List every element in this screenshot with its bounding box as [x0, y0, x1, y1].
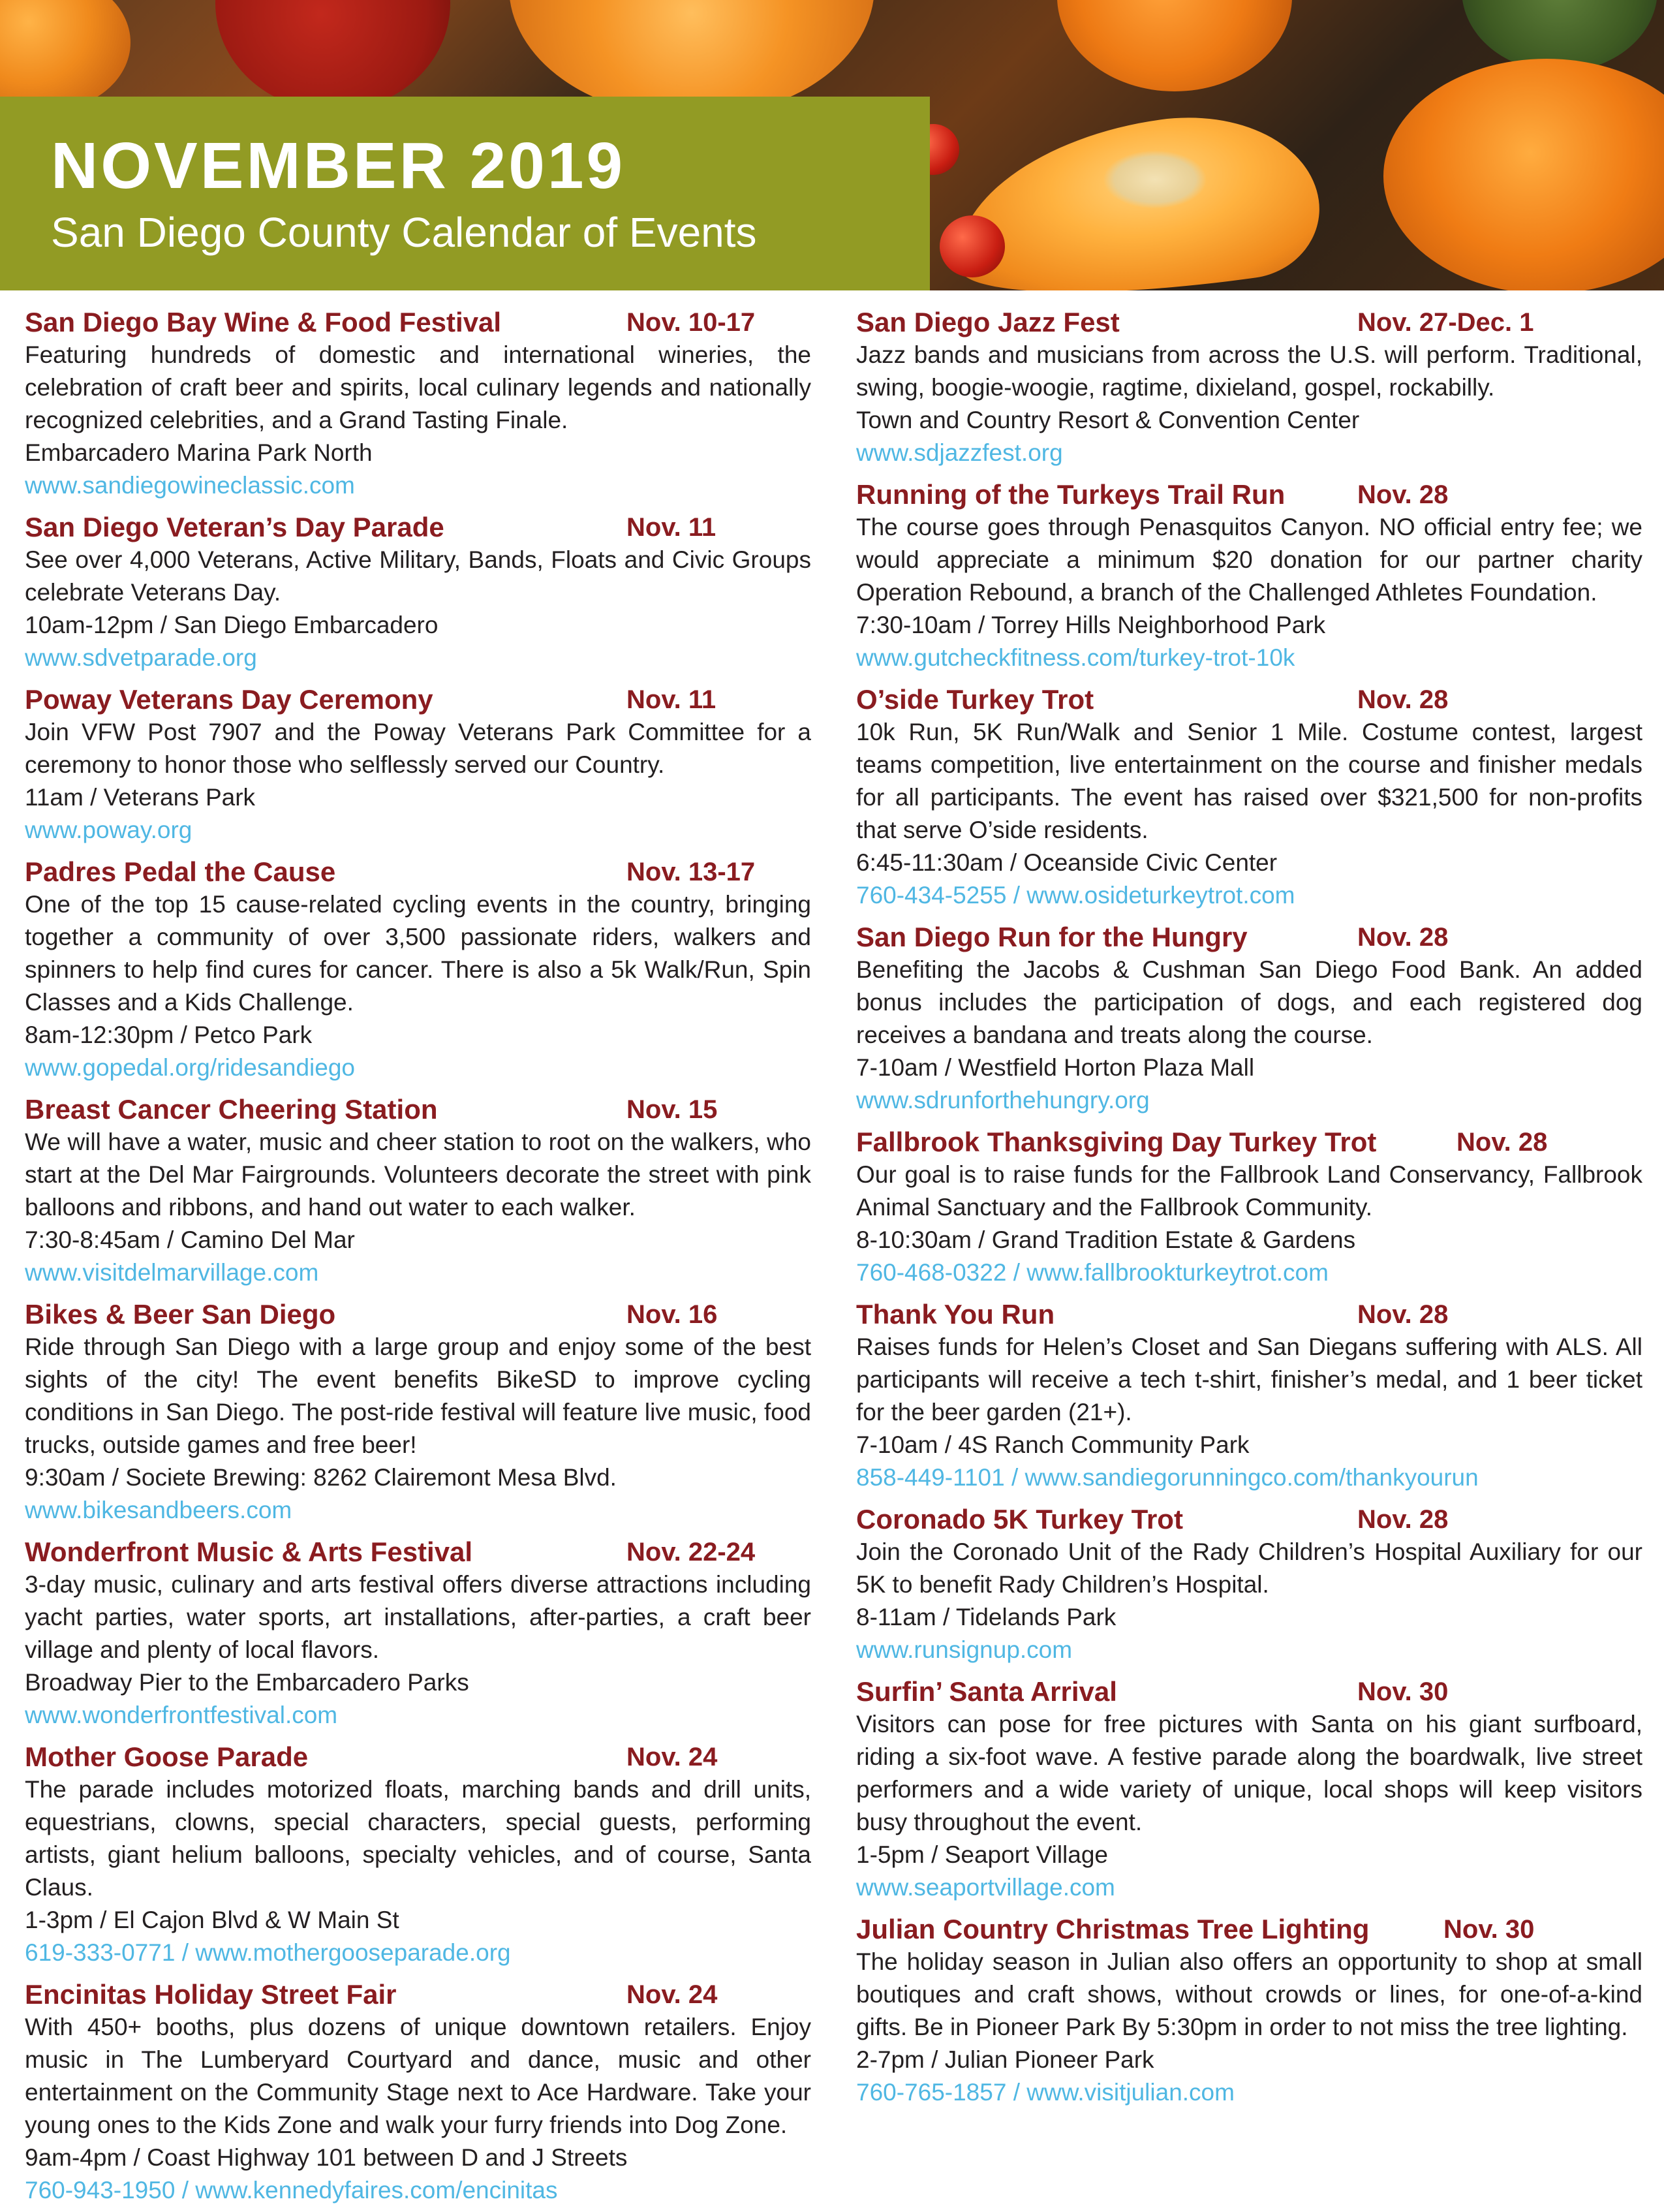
event-description: Ride through San Diego with a large group and enjoy some of the best sights of the city! The event benefits BikeSD to improve cycling conditions in San Diego. The post-ride festival will feature live music, food trucks, outside games and free beer! [25, 1333, 811, 1458]
event-title: Running of the Turkeys Trail Run [856, 479, 1286, 510]
event-header [856, 1122, 1642, 1159]
event-time-location: Town and Country Resort & Convention Center [856, 407, 1360, 433]
event-item [25, 679, 811, 847]
event-date: Nov. 28 [1357, 685, 1449, 714]
event-date: Nov. 30 [1443, 1915, 1535, 1944]
event-description: Jazz bands and musicians from across the U.S. will perform. Traditional, swing, boogie-woogie, ragtime, dixieland, gospel, rockabilly. [856, 341, 1642, 401]
event-date: Nov. 24 [626, 1743, 718, 1771]
event-link[interactable]: www.sdrunforthehungry.org [856, 1087, 1150, 1114]
event-date: Nov. 30 [1357, 1677, 1449, 1706]
event-description: Benefiting the Jacobs & Cushman San Diego Food Bank. An added bonus includes the participation of dogs, and each registered dog receives a bandana and treats along the course. [856, 956, 1642, 1048]
event-header [856, 1672, 1642, 1708]
event-date: Nov. 28 [1456, 1128, 1548, 1157]
event-time-location: 1-3pm / El Cajon Blvd & W Main St [25, 1907, 399, 1933]
event-item [856, 1122, 1642, 1289]
event-header [856, 679, 1642, 716]
event-title: Wonderfront Music & Arts Festival [25, 1536, 473, 1567]
pumpkin-image [0, 0, 131, 111]
event-title: Encinitas Holiday Street Fair [25, 1979, 397, 2010]
event-title: San Diego Run for the Hungry [856, 922, 1248, 952]
event-link[interactable]: 619-333-0771 / www.mothergooseparade.org [25, 1939, 511, 1966]
event-time-location: 8am-12:30pm / Petco Park [25, 1021, 313, 1048]
event-date: Nov. 15 [626, 1095, 718, 1124]
event-link[interactable]: www.sandiegowineclassic.com [25, 472, 355, 499]
event-header [856, 475, 1642, 511]
event-header [25, 1294, 811, 1331]
event-description: Join the Coronado Unit of the Rady Children’s Hospital Auxiliary for our 5K to benefit Rady Children’s Hospital. [856, 1538, 1642, 1598]
event-date: Nov. 16 [626, 1300, 718, 1329]
event-description: With 450+ booths, plus dozens of unique downtown retailers. Enjoy music in The Lumberyard Courtyard and dance, music and other entertainment on the Community Stage next to Ace Hardware. Take your young ones to the Kids Zone and walk your furry friends into Dog Zone. [25, 2014, 811, 2138]
event-time-location: 9am-4pm / Coast Highway 101 between D and J Streets [25, 2144, 628, 2171]
event-time-location: 7:30-8:45am / Camino Del Mar [25, 1226, 355, 1253]
event-time-location: 7-10am / Westfield Horton Plaza Mall [856, 1054, 1255, 1081]
event-time-location: 8-10:30am / Grand Tradition Estate & Gardens [856, 1226, 1356, 1253]
event-time-location: 7-10am / 4S Ranch Community Park [856, 1431, 1250, 1458]
event-description: The holiday season in Julian also offers an opportunity to shop at small boutiques and craft shows, without crowds or lines, for one-of-a-kind gifts. Be in Pioneer Park By 5:30pm in order to not miss the tree lighting. [856, 1948, 1642, 2040]
event-header [856, 1294, 1642, 1331]
event-header [25, 852, 811, 888]
event-item [856, 302, 1642, 469]
event-description: We will have a water, music and cheer station to root on the walkers, who start at the Del Mar Fairgrounds. Volunteers decorate the street with pink balloons and ribbons, and hand out water to each walker. [25, 1129, 811, 1221]
event-time-location: Broadway Pier to the Embarcadero Parks [25, 1669, 469, 1696]
event-title: Thank You Run [856, 1299, 1055, 1330]
event-time-location: 8-11am / Tidelands Park [856, 1604, 1117, 1630]
event-header [25, 507, 811, 544]
event-item [856, 475, 1642, 674]
event-description: Raises funds for Helen’s Closet and San Diegans suffering with ALS. All participants will receive a tech t-shirt, finisher’s medal, and 1 beer ticket for the beer garden (21+). [856, 1333, 1642, 1425]
event-time-location: 7:30-10am / Torrey Hills Neighborhood Park [856, 612, 1326, 638]
title-box [0, 97, 930, 290]
event-title: Poway Veterans Day Ceremony [25, 684, 433, 715]
event-link[interactable]: www.gopedal.org/ridesandiego [25, 1054, 356, 1081]
event-title: San Diego Bay Wine & Food Festival [25, 307, 502, 337]
event-title: San Diego Veteran’s Day Parade [25, 512, 444, 542]
event-date: Nov. 13-17 [626, 858, 756, 886]
event-item [25, 1974, 811, 2207]
event-item [25, 1737, 811, 1969]
event-date: Nov. 11 [626, 685, 716, 714]
bowl-image [215, 0, 450, 111]
event-time-location: Embarcadero Marina Park North [25, 439, 373, 466]
event-link[interactable]: www.runsignup.com [856, 1636, 1073, 1663]
event-description: One of the top 15 cause-related cycling events in the country, bringing together a community of over 3,500 passionate riders, walkers and spinners to help find cures for cancer. There is also a 5k Walk/Run, Spin Classes and a Kids Challenge. [25, 891, 811, 1016]
event-item [25, 1294, 811, 1527]
tomato-image [940, 215, 1005, 277]
event-title: Bikes & Beer San Diego [25, 1299, 336, 1330]
event-date: Nov. 28 [1357, 1505, 1449, 1534]
event-header [25, 1974, 811, 2011]
event-header [25, 679, 811, 716]
event-item [856, 917, 1642, 1117]
event-item [856, 1499, 1642, 1666]
event-item [856, 1909, 1642, 2109]
event-item [25, 1532, 811, 1732]
event-header [25, 1737, 811, 1773]
event-date: Nov. 28 [1357, 923, 1449, 952]
event-date: Nov. 27-Dec. 1 [1357, 308, 1534, 337]
event-description: Visitors can pose for free pictures with Santa on his giant surfboard, riding a six-foot wave. A festive parade along the boardwalk, live street performers and a wide variety of unique, local shops will keep visitors busy throughout the event. [856, 1711, 1642, 1835]
page-subtitle: San Diego County Calendar of Events [51, 209, 757, 256]
event-date: Nov. 22-24 [626, 1538, 756, 1566]
event-title: Coronado 5K Turkey Trot [856, 1504, 1183, 1534]
event-time-location: 1-5pm / Seaport Village [856, 1841, 1108, 1868]
event-link[interactable]: www.gutcheckfitness.com/turkey-trot-10k [856, 644, 1295, 671]
event-link[interactable]: 760-434-5255 / www.osideturkeytrot.com [856, 882, 1295, 909]
event-date: Nov. 10-17 [626, 308, 756, 337]
event-title: Mother Goose Parade [25, 1741, 309, 1772]
event-header [856, 302, 1642, 339]
pumpkin-seeds-image [1103, 150, 1207, 209]
page-title: NOVEMBER 2019 [51, 129, 626, 202]
event-link[interactable]: 760-468-0322 / www.fallbrookturkeytrot.com [856, 1259, 1329, 1286]
event-description: The parade includes motorized floats, marching bands and drill units, equestrians, clowns, special characters, special guests, performing artists, giant helium balloons, specialty vehicles, and of course, Santa Claus. [25, 1776, 811, 1901]
event-time-location: 11am / Veterans Park [25, 784, 256, 811]
event-description: The course goes through Penasquitos Canyon. NO official entry fee; we would appreciate a minimum $20 donation for our partner charity Operation Rebound, a branch of the Challenged Athletes Foundation. [856, 514, 1642, 606]
events-column-right [856, 302, 1642, 2114]
event-link[interactable]: 760-765-1857 / www.visitjulian.com [856, 2079, 1235, 2106]
event-header [25, 302, 811, 339]
event-link[interactable]: 858-449-1101 / www.sandiegorunningco.com/thankyourun [856, 1464, 1479, 1491]
event-description: 10k Run, 5K Run/Walk and Senior 1 Mile. Costume contest, largest teams competition, live entertainment on the course and finisher medals for all participants. The event has raised over $321,500 for non-profits that serve O’side residents. [856, 719, 1642, 843]
event-item [25, 1089, 811, 1289]
event-header [856, 1499, 1642, 1536]
event-header [856, 917, 1642, 954]
event-header [25, 1089, 811, 1126]
event-title: San Diego Jazz Fest [856, 307, 1120, 337]
event-description: Our goal is to raise funds for the Fallbrook Land Conservancy, Fallbrook Animal Sanctuary and the Fallbrook Community. [856, 1161, 1642, 1221]
event-link[interactable]: www.bikesandbeers.com [25, 1497, 292, 1523]
event-item [25, 852, 811, 1084]
event-link[interactable]: 760-943-1950 / www.kennedyfaires.com/encinitas [25, 2177, 558, 2204]
event-title: O’side Turkey Trot [856, 684, 1094, 715]
event-item [25, 507, 811, 674]
event-title: Surfin’ Santa Arrival [856, 1676, 1117, 1707]
event-description: 3-day music, culinary and arts festival offers diverse attractions including yacht parties, water sports, art installations, after-parties, a craft beer village and plenty of local flavors. [25, 1571, 811, 1663]
event-description: Featuring hundreds of domestic and international wineries, the celebration of craft beer and spirits, local culinary legends and nationally recognized celebrities, and a Grand Tasting Finale. [25, 341, 811, 433]
event-title: Breast Cancer Cheering Station [25, 1094, 438, 1125]
event-time-location: 6:45-11:30am / Oceanside Civic Center [856, 849, 1278, 876]
event-link[interactable]: www.wonderfrontfestival.com [25, 1702, 338, 1728]
event-item [856, 1672, 1642, 1904]
event-link[interactable]: www.sdvetparade.org [25, 644, 257, 671]
event-item [856, 1294, 1642, 1494]
event-header [25, 1532, 811, 1568]
event-link[interactable]: www.visitdelmarvillage.com [25, 1259, 319, 1286]
event-title: Julian Country Christmas Tree Lighting [856, 1914, 1370, 1944]
event-item [856, 679, 1642, 912]
event-link[interactable]: www.sdjazzfest.org [856, 439, 1063, 466]
event-date: Nov. 11 [626, 513, 716, 542]
pumpkin-image [1057, 0, 1292, 91]
event-date: Nov. 28 [1357, 480, 1449, 509]
event-time-location: 2-7pm / Julian Pioneer Park [856, 2046, 1154, 2073]
event-description: See over 4,000 Veterans, Active Military, Bands, Floats and Civic Groups celebrate Veterans Day. [25, 546, 811, 606]
event-title: Padres Pedal the Cause [25, 856, 336, 887]
event-date: Nov. 24 [626, 1980, 718, 2009]
pumpkin-image [1383, 59, 1664, 290]
event-header [856, 1909, 1642, 1946]
event-link[interactable]: www.seaportvillage.com [856, 1874, 1115, 1901]
events-column-left [25, 302, 811, 2212]
event-time-location: 9:30am / Societe Brewing: 8262 Clairemont Mesa Blvd. [25, 1464, 617, 1491]
event-date: Nov. 28 [1357, 1300, 1449, 1329]
event-description: Join VFW Post 7907 and the Poway Veterans Park Committee for a ceremony to honor those who selflessly served our Country. [25, 719, 811, 778]
event-time-location: 10am-12pm / San Diego Embarcadero [25, 612, 439, 638]
event-title: Fallbrook Thanksgiving Day Turkey Trot [856, 1127, 1377, 1157]
event-item [25, 302, 811, 502]
event-link[interactable]: www.poway.org [25, 817, 193, 843]
